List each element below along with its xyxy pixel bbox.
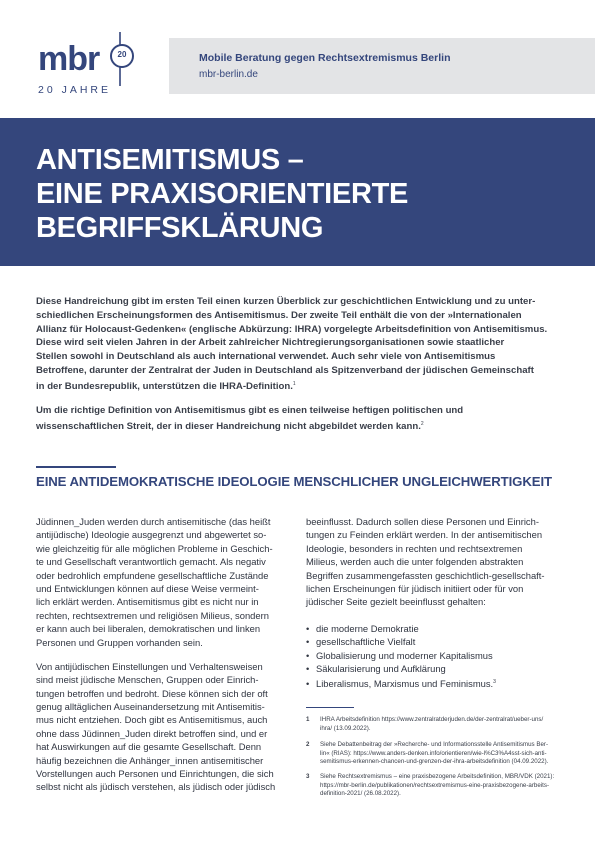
- body-line: ohne dass Jüdinnen_Juden direkt betroffen sind, und er: [36, 727, 268, 739]
- organization-url[interactable]: mbr-berlin.de: [199, 69, 258, 80]
- logo-wordmark: mbr: [38, 40, 100, 78]
- body-line: mus nicht entziehen. Doch gibt es Antisemitismus, auch: [36, 714, 268, 726]
- footnote-text: [320, 716, 543, 733]
- footnote-number: 1: [306, 716, 310, 723]
- bullet-icon: •: [306, 636, 310, 648]
- intro-line: schiedlichen Erscheinungsformen des Antisemitismus. Der zweite Teil enthält die von der »Internationalen: [36, 309, 522, 321]
- bullet-list: [306, 622, 496, 689]
- body-line: Jüdinnen_Juden werden durch antisemitische (das heißt: [36, 516, 271, 527]
- footnote-ref-2[interactable]: 2: [420, 420, 424, 427]
- body-line: hat Auswirkungen auf die gesamte Gesellschaft. Denn: [36, 741, 262, 753]
- intro-paragraph-2: [36, 404, 566, 432]
- footnote-line[interactable]: lin« (RIAS): https://www.anders-denken.info/orientieren/wie-l%C3%A4sst-sich-anti-: [320, 749, 547, 757]
- body-line: tungen zu Feinden erklärt werden. In der antisemitischen: [306, 529, 543, 541]
- page-title-line-2: EINE PRAXISORIENTIERTE: [36, 178, 409, 210]
- body-line: beeinflusst. Dadurch sollen diese Personen und Einrich-: [306, 516, 539, 527]
- body-line: lich erklärt werden. Antisemitismus gibt es nicht nur in: [36, 596, 259, 608]
- organization-box: [169, 38, 595, 94]
- footnote-text: [320, 773, 554, 799]
- bullet-icon: •: [306, 663, 310, 675]
- page-title-line-3: BEGRIFFSKLÄRUNG: [36, 212, 324, 244]
- body-line: oder bedrohlich empfundene gesellschaftliche Zustände: [36, 569, 269, 581]
- body-line: lichen Erscheinungen für jüdisch initiiert oder für von: [306, 582, 524, 594]
- footnote-1: [306, 716, 566, 734]
- footnote-ref-3[interactable]: 3: [493, 678, 496, 685]
- footnote-number: 2: [306, 741, 310, 748]
- bullet-icon: •: [306, 649, 310, 661]
- body-line: sind meist jüdische Menschen, Gruppen oder Einrich-: [36, 674, 259, 686]
- list-item: [306, 649, 496, 662]
- body-line: häufig bezeichnen die Anhänger_innen antisemitischer: [36, 754, 264, 766]
- body-line: wie gleichzeitig für alle möglichen Probleme in Geschich-: [36, 542, 273, 554]
- body-line: tungen betroffen und bedroht. Diese können sich der oft: [36, 687, 268, 699]
- footnote-line: Siehe Rechtsextremismus – eine praxisbezogene Arbeitsdefinition, MBR/VDK (2021):: [320, 773, 555, 780]
- right-column: [306, 515, 545, 609]
- footnote-number: 3: [306, 773, 310, 780]
- body-line: und Entwicklungen können auf diese Weise vermeint-: [36, 582, 259, 594]
- intro-line: in der Bundesrepublik, unterstützen die IHRA-Definition.: [36, 380, 293, 392]
- intro-line-last: [36, 378, 566, 392]
- footnote-3: [306, 773, 566, 800]
- mbr-logo: [38, 40, 178, 100]
- list-item-text: gesellschaftliche Vielfalt: [316, 636, 416, 648]
- footnote-line[interactable]: definition-2021/ (26.08.2022).: [320, 790, 401, 798]
- list-item-text: die moderne Demokratie: [316, 623, 419, 634]
- body-line: Begriffen zusammengefassten geschichtlich-gesellschaft-: [306, 569, 545, 581]
- body-line: Ideologie, besonders in rechten und rechtsextremen: [306, 542, 523, 554]
- body-line: selbst nicht als jüdisch verstehen, als jüdisch oder jüdisch: [36, 781, 276, 793]
- intro-line: Stellen sowohl in Deutschland als auch international verwendet. Auch sehr viele von Antisemitismus: [36, 351, 496, 363]
- footnote-line[interactable]: IHRA Arbeitsdefinition https://www.zentralratderjuden.de/der-zentralrat/ueber-uns/: [320, 716, 544, 723]
- list-item: [306, 635, 496, 648]
- intro-line: Diese wird seit vielen Jahren in der Arbeit zahlreicher Nichtregierungsorganisationen sowie staatlicher: [36, 337, 505, 349]
- left-column: [36, 515, 275, 794]
- footnote-line[interactable]: https://mbr-berlin.de/publikationen/rechtsextremismus-eine-praxisbezogene-arbeits-: [320, 781, 550, 789]
- body-line: antijüdische) Ideologie ausgegrenzt und abgewertet so-: [36, 529, 267, 541]
- organization-name: Mobile Beratung gegen Rechtsextremismus Berlin: [199, 52, 451, 64]
- body-line: er kann auch bei liberalen, demokratischen und linken: [36, 623, 261, 635]
- footnote-ref-1[interactable]: 1: [292, 380, 296, 387]
- footnote-line[interactable]: semitismus-erkennen-chancen-und-grenzen-der-ihra-arbeitsdefinition (04.09.2022).: [320, 758, 549, 766]
- body-line: jüdischer Seite gezielt beeinflusst gehalten:: [306, 596, 486, 608]
- logo-years: 20 JAHRE: [38, 84, 112, 96]
- list-item: [306, 676, 496, 689]
- list-item-text: Globalisierung und moderner Kapitalismus: [316, 649, 493, 661]
- paragraph-gap: [36, 649, 275, 660]
- footnote-text: [320, 741, 548, 767]
- body-line: Milieus, werden auch die unter folgenden abstrakten: [306, 556, 524, 568]
- body-line: genug alltäglichen Auseinandersetzung mit Antisemitis-: [36, 701, 265, 713]
- footnote-line: Siehe Debattenbeitrag der »Recherche- und Informationsstelle Antisemitismus Ber-: [320, 741, 549, 748]
- footnote-2: [306, 741, 566, 768]
- intro-line: Betroffene, darunter der Zentralrat der Juden in Deutschland als Spitzenverband der jüdischen Gemeinschaft: [36, 364, 534, 376]
- list-item-text: Liberalismus, Marxismus und Feminismus.: [316, 677, 494, 689]
- list-item: [306, 622, 496, 635]
- page-title-line-1: ANTISEMITISMUS –: [36, 144, 304, 176]
- body-line: Vorstellungen auch Personen und Einrichtungen, die sich: [36, 768, 274, 780]
- intro-line-last: [36, 418, 566, 432]
- intro-paragraph-1: [36, 295, 566, 392]
- intro-line: Diese Handreichung gibt im ersten Teil einen kurzen Überblick zur geschichtlichen Entwicklung und zu unter-: [36, 296, 536, 307]
- intro-line: Allianz für Holocaust-Gedenken« (englische Abkürzung: IHRA) vorgelegte Arbeitsdefinition von Antisemitismus.: [36, 323, 548, 335]
- list-item: [306, 662, 496, 675]
- list-item-text: Säkularisierung und Aufklärung: [316, 663, 446, 675]
- footnote-rule: [306, 707, 354, 708]
- title-band: [0, 118, 595, 266]
- body-line: Von antijüdischen Einstellungen und Verhaltensweisen: [36, 660, 263, 672]
- body-line: Personen und Gruppen vorhanden sein.: [36, 636, 203, 648]
- body-line: te und Gesellschaft verantwortlich gemacht. Als negativ: [36, 556, 266, 568]
- logo-badge-number: 20: [117, 50, 127, 59]
- footnote-line: ihra/ (13.09.2022).: [320, 724, 371, 732]
- page-header: [0, 0, 595, 118]
- intro-line: Um die richtige Definition von Antisemitismus gibt es einen teilweise heftigen politischen und: [36, 405, 464, 416]
- bullet-icon: •: [306, 677, 310, 689]
- intro-line: wissenschaftlichen Streit, der in dieser Handreichung nicht abgebildet werden kann.: [36, 420, 421, 432]
- section-rule: [36, 466, 116, 468]
- logo-badge: [110, 44, 134, 68]
- section-title: EINE ANTIDEMOKRATISCHE IDEOLOGIE MENSCHLICHER UNGLEICHWERTIGKEIT: [36, 474, 552, 489]
- body-line: rechten, rechtsextremen und religiösen Milieus, sondern: [36, 609, 269, 621]
- bullet-icon: •: [306, 623, 310, 634]
